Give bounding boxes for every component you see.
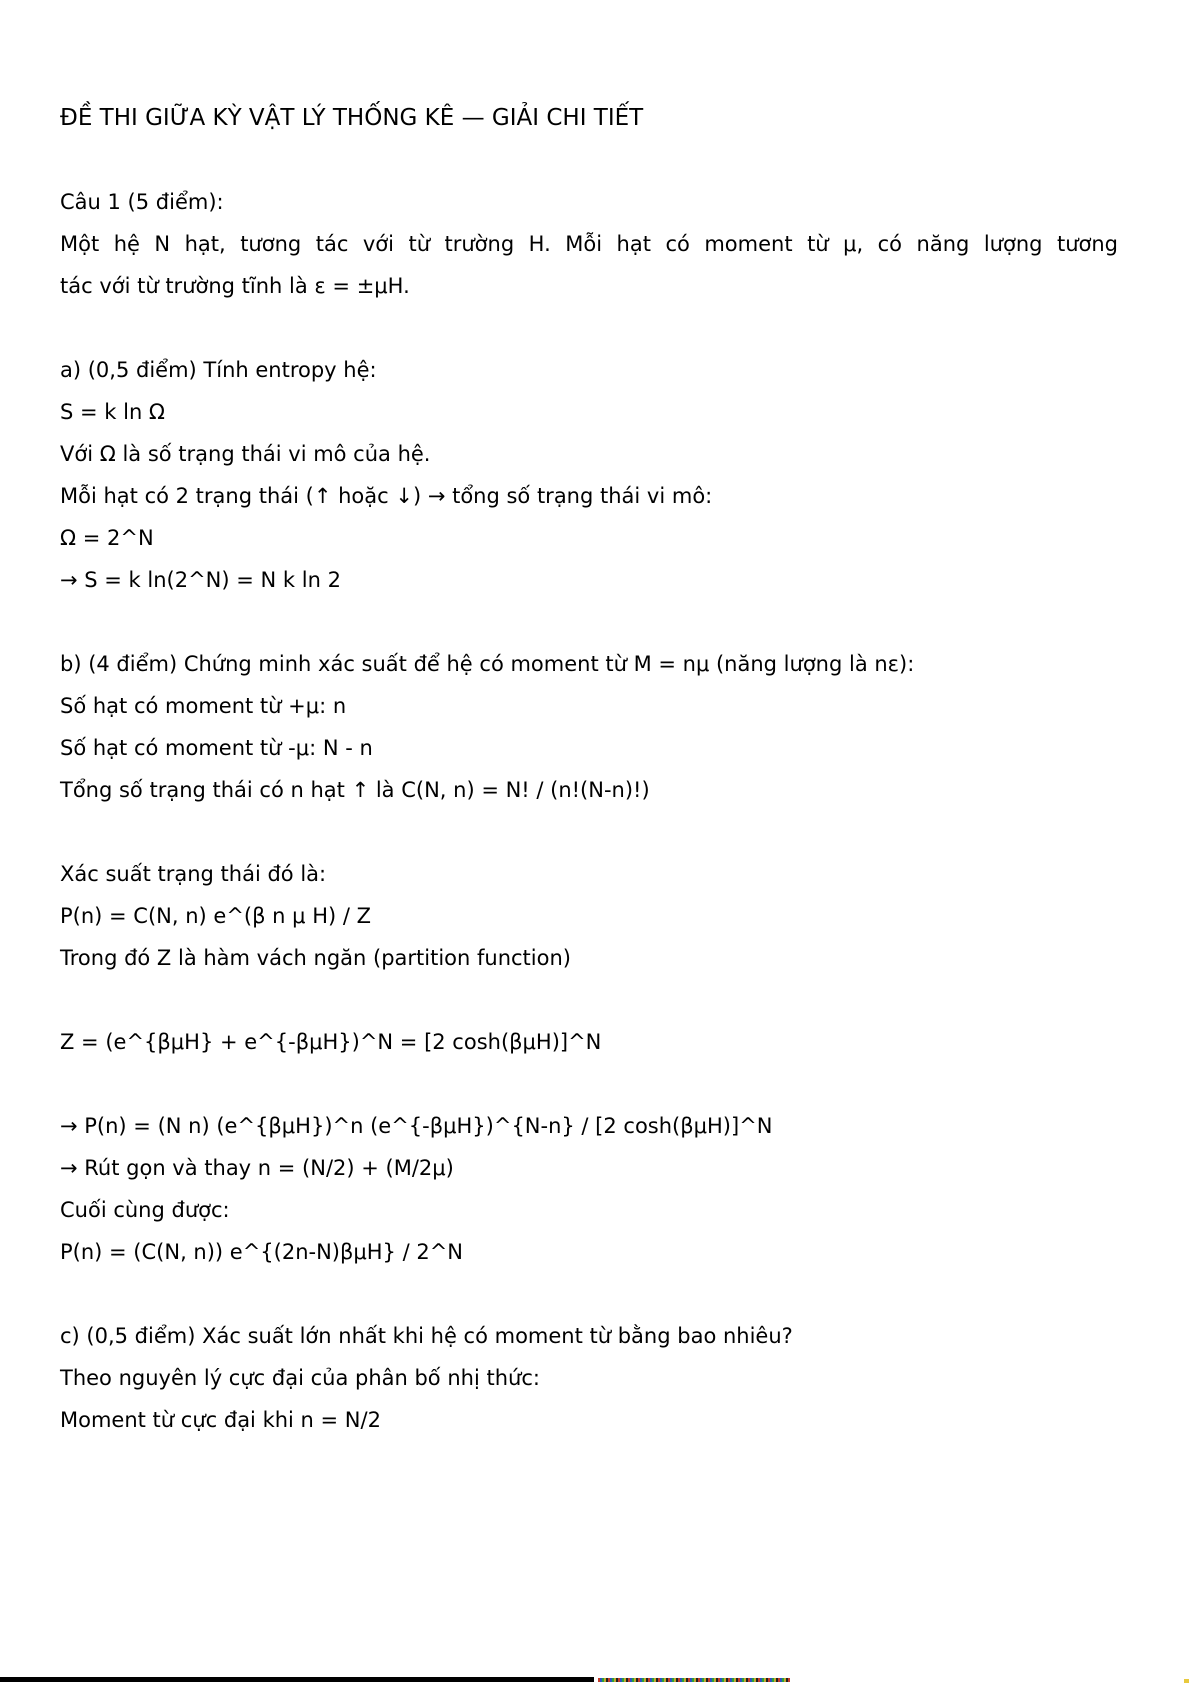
blank-line	[60, 1063, 1118, 1105]
text-line: Trong đó Z là hàm vách ngăn (partition function)	[60, 946, 571, 970]
text-line: Cuối cùng được:	[60, 1198, 230, 1222]
text-line: P(n) = C(N, n) e^(β n μ H) / Z	[60, 904, 372, 928]
text-line: Số hạt có moment từ +μ: n	[60, 694, 347, 718]
text-line: Số hạt có moment từ -μ: N - n	[60, 736, 373, 760]
blank-line	[60, 1273, 1118, 1315]
blank-line	[60, 979, 1118, 1021]
text-line: Moment từ cực đại khi n = N/2	[60, 1408, 381, 1432]
document-page	[60, 97, 1118, 1441]
text-line: b) (4 điểm) Chứng minh xác suất để hệ có moment từ M = nμ (năng lượng là nε):	[60, 652, 915, 676]
text-line: → S = k ln(2^N) = N k ln 2	[60, 568, 341, 592]
text-line: → P(n) = (N n) (e^{βμH})^n (e^{-βμH})^{N-n} / [2 cosh(βμH)]^N	[60, 1114, 773, 1138]
corner-pixel-artifact	[1184, 1679, 1189, 1683]
text-line: tác với từ trường tĩnh là ε = ±μH.	[60, 274, 410, 298]
blank-line	[60, 307, 1118, 349]
page-bottom-divider	[0, 1677, 594, 1682]
cropped-image-strip	[598, 1678, 790, 1682]
text-line: c) (0,5 điểm) Xác suất lớn nhất khi hệ có moment từ bằng bao nhiêu?	[60, 1324, 793, 1348]
text-line: Tổng số trạng thái có n hạt ↑ là C(N, n) = N! / (n!(N-n)!)	[60, 778, 650, 802]
blank-line	[60, 811, 1118, 853]
text-line: Với Ω là số trạng thái vi mô của hệ.	[60, 442, 431, 466]
document-lines	[60, 139, 1118, 1441]
text-line: Theo nguyên lý cực đại của phân bố nhị thức:	[60, 1366, 540, 1390]
document-title: ĐỀ THI GIỮA KỲ VẬT LÝ THỐNG KÊ — GIẢI CHI TIẾT	[60, 105, 644, 131]
text-line: Một hệ N hạt, tương tác với từ trường H. Mỗi hạt có moment từ μ, có năng lượng tương	[60, 232, 1118, 256]
text-line: → Rút gọn và thay n = (N/2) + (M/2μ)	[60, 1156, 454, 1180]
text-line: Mỗi hạt có 2 trạng thái (↑ hoặc ↓) → tổng số trạng thái vi mô:	[60, 484, 713, 508]
text-line: Câu 1 (5 điểm):	[60, 190, 224, 214]
blank-line	[60, 139, 1118, 181]
text-line: Ω = 2^N	[60, 526, 154, 550]
text-line: S = k ln Ω	[60, 400, 165, 424]
text-line: a) (0,5 điểm) Tính entropy hệ:	[60, 358, 377, 382]
text-line: P(n) = (C(N, n)) e^{(2n-N)βμH} / 2^N	[60, 1240, 464, 1264]
text-line: Z = (e^{βμH} + e^{-βμH})^N = [2 cosh(βμH)]^N	[60, 1030, 602, 1054]
blank-line	[60, 601, 1118, 643]
text-line: Xác suất trạng thái đó là:	[60, 862, 327, 886]
